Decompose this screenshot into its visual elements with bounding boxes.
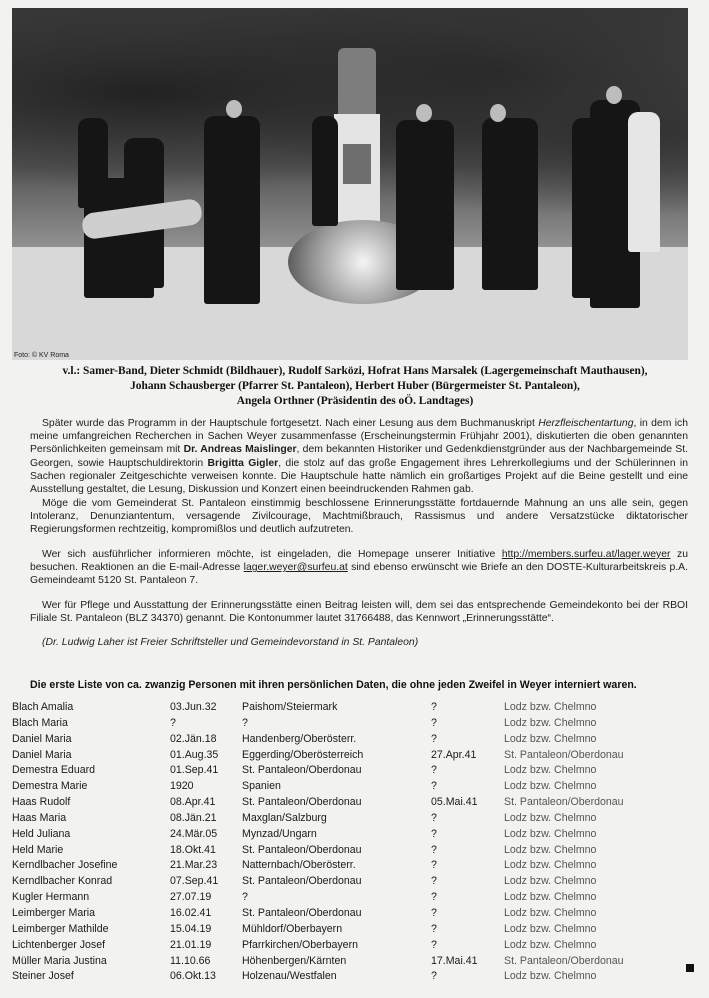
birth-place: ?: [242, 716, 248, 729]
birth-date: 06.Okt.13: [170, 970, 216, 983]
birth-date: 02.Jän.18: [170, 732, 217, 745]
death-date: ?: [431, 827, 437, 840]
violinist-figure: [204, 116, 260, 304]
birth-place: Holzenau/Westfalen: [242, 970, 337, 983]
birth-date: 1920: [170, 780, 194, 793]
person-name: Leimberger Mathilde: [12, 922, 109, 935]
paragraph-program: [30, 417, 688, 496]
death-place: Lodz bzw. Chelmno: [504, 859, 597, 872]
person-head: [416, 104, 432, 122]
person-name: Daniel Maria: [12, 748, 72, 761]
photo-credit: Foto: © KV Roma: [14, 352, 69, 359]
person-name: Steiner Josef: [12, 970, 74, 983]
death-place: Lodz bzw. Chelmno: [504, 716, 597, 729]
table-row: [12, 859, 692, 875]
birth-date: 08.Apr.41: [170, 796, 216, 809]
birth-date: 07.Sep.41: [170, 875, 219, 888]
person-name: Kerndlbacher Josefine: [12, 859, 118, 872]
paragraph-contact: [30, 548, 688, 588]
birth-date: 01.Aug.35: [170, 748, 219, 761]
death-date: ?: [431, 891, 437, 904]
death-date: ?: [431, 811, 437, 824]
person-name: Müller Maria Justina: [12, 954, 107, 967]
death-date: ?: [431, 922, 437, 935]
text: sind ebenso erwünscht wie Briefe an den DOSTE-Kulturarbeitskreis p.A. Gemeindeamt 5120 St. Pantaleon 7.: [30, 562, 688, 587]
death-place: Lodz bzw. Chelmno: [504, 922, 597, 935]
person-name: Haas Maria: [12, 811, 67, 824]
death-date: ?: [431, 970, 437, 983]
statue: [338, 48, 376, 116]
birth-date: 15.04.19: [170, 922, 212, 935]
caption-line: v.l.: Samer-Band, Dieter Schmidt (Bildhauer), Rudolf Sarközi, Hofrat Hans Marsalek (Lagergemeinschaft Mauthausen),: [62, 365, 648, 377]
table-row: [12, 955, 692, 971]
person-figure: [396, 120, 454, 290]
death-place: Lodz bzw. Chelmno: [504, 938, 597, 951]
birth-date: 24.Mär.05: [170, 827, 218, 840]
death-place: St. Pantaleon/Oberdonau: [504, 796, 624, 809]
text: , in dem ich meine umfangreichen Recherchen in Sachen Weyer zusammenfasse (Erscheinungstermin Frühjahr 2001), diskutierten die oben genannten Persönlichkeiten gemeinsam mit: [30, 418, 688, 456]
death-place: St. Pantaleon/Oberdonau: [504, 748, 624, 761]
homepage-link[interactable]: http://members.surfeu.at/lager.weyer: [501, 549, 671, 560]
person-name: Brigitta Gigler: [207, 457, 279, 469]
table-row: [12, 970, 692, 986]
table-row: [12, 749, 692, 765]
birth-place: Pfarrkirchen/Oberbayern: [242, 938, 358, 951]
death-date: 17.Mai.41: [431, 954, 478, 967]
person-name: Blach Amalia: [12, 701, 74, 713]
person-name: Dr. Andreas Maislinger: [183, 444, 297, 456]
person-head: [606, 86, 622, 104]
person-name: Demestra Eduard: [12, 764, 96, 777]
birth-place: ?: [242, 891, 248, 904]
death-place: Lodz bzw. Chelmno: [504, 970, 597, 983]
person-name: Kerndlbacher Konrad: [12, 875, 113, 888]
table-row: [12, 701, 692, 717]
text: Wer für Pflege und Ausstattung der Erinnerungsstätte einen Beitrag leisten will, dem sei das entsprechende Gemeindekonto bei der RBOI Filiale St. Pantaleon (BLZ 34370) genannt. Die Kontonummer lautet 31766488, das Kennwort „Erinnerungsstätte“.: [30, 600, 688, 625]
table-row: [12, 812, 692, 828]
text: , dem bekannten Historiker und Gedenkdienstgründer aus der Nachbargemeinde St. Georgen, sowie Hauptschuldirektorin: [30, 444, 688, 469]
death-place: Lodz bzw. Chelmno: [504, 701, 597, 713]
person-name: Leimberger Maria: [12, 906, 96, 919]
death-date: ?: [431, 875, 437, 888]
death-place: Lodz bzw. Chelmno: [504, 875, 597, 888]
person-name: Lichtenberger Josef: [12, 938, 106, 951]
birth-place: Höhenbergen/Kärnten: [242, 954, 347, 967]
death-place: Lodz bzw. Chelmno: [504, 827, 597, 840]
birth-place: Eggerding/Oberösterreich: [242, 748, 364, 761]
caption-line: Angela Orthner (Präsidentin des oÖ. Landtages): [236, 395, 474, 407]
birth-date: 27.07.19: [170, 891, 212, 904]
paragraph-author-note: [30, 636, 688, 649]
death-date: 05.Mai.41: [431, 796, 478, 809]
birth-date: 16.02.41: [170, 906, 212, 919]
birth-place: Maxglan/Salzburg: [242, 811, 327, 824]
birth-place: St. Pantaleon/Oberdonau: [242, 906, 362, 919]
death-place: Lodz bzw. Chelmno: [504, 732, 597, 745]
person-name: Daniel Maria: [12, 732, 72, 745]
person-figure: [628, 112, 660, 252]
table-row: [12, 844, 692, 860]
person-name: Held Juliana: [12, 827, 71, 840]
people-list: [12, 701, 692, 986]
paragraph-memorial: [30, 497, 688, 537]
death-place: Lodz bzw. Chelmno: [504, 780, 597, 793]
paragraph-donation: [30, 599, 688, 625]
table-row: [12, 780, 692, 796]
caption-line: Johann Schausberger (Pfarrer St. Pantaleon), Herbert Huber (Bürgermeister St. Pantaleon),: [130, 380, 580, 392]
table-row: [12, 764, 692, 780]
birth-date: 11.10.66: [170, 954, 211, 967]
text: Wer sich ausführlicher informieren möchte, ist eingeladen, die Homepage unserer Initiative: [42, 549, 502, 560]
birth-date: 21.01.19: [170, 938, 212, 951]
email-link[interactable]: lager.weyer@surfeu.at: [243, 562, 348, 574]
death-date: ?: [431, 732, 437, 745]
death-date: ?: [431, 716, 437, 729]
birth-place: St. Pantaleon/Oberdonau: [242, 875, 362, 888]
birth-date: 18.Okt.41: [170, 843, 216, 856]
birth-place: Natternbach/Oberösterr.: [242, 859, 356, 872]
birth-date: ?: [170, 716, 176, 729]
birth-date: 03.Jun.32: [170, 701, 217, 713]
death-place: Lodz bzw. Chelmno: [504, 906, 597, 919]
table-row: [12, 907, 692, 923]
photo-caption: [20, 364, 690, 409]
birth-place: Paishom/Steiermark: [242, 701, 338, 713]
death-date: ?: [431, 859, 437, 872]
memorial-photo: [12, 8, 688, 360]
table-row: [12, 923, 692, 939]
birth-place: Handenberg/Oberösterr.: [242, 732, 357, 745]
end-mark: [686, 964, 694, 972]
table-row: [12, 939, 692, 955]
table-row: [12, 828, 692, 844]
text: Später wurde das Programm in der Hauptschule fortgesetzt. Nach einer Lesung aus dem Buchmanuskript: [42, 418, 539, 429]
text: , die stolz auf das große Engagement ihres Lehrerkollegiums und der Schülerinnen in Sachen regionaler Zeitgeschichte verweisen konnte. Die Hauptschule hatte nämlich ein großartiges Projekt auf die Beine gestellt und eine Ausstellung gestaltet, die Lesung, Diskussion und Konzert einen beeindruckenden Rahmen gab.: [30, 457, 689, 496]
birth-place: St. Pantaleon/Oberdonau: [242, 843, 362, 856]
birth-date: 08.Jän.21: [170, 811, 217, 824]
birth-place: St. Pantaleon/Oberdonau: [242, 764, 362, 777]
table-row: [12, 875, 692, 891]
table-row: [12, 796, 692, 812]
book-title: Herzfleischentartung: [538, 418, 634, 429]
person-name: Held Marie: [12, 843, 64, 856]
table-row: [12, 717, 692, 733]
person-head: [226, 100, 242, 118]
death-place: Lodz bzw. Chelmno: [504, 843, 597, 856]
person-name: Blach Maria: [12, 716, 68, 729]
death-date: ?: [431, 780, 437, 793]
death-place: St. Pantaleon/Oberdonau: [504, 954, 624, 967]
death-date: ?: [431, 843, 437, 856]
death-date: ?: [431, 764, 437, 777]
person-figure: [312, 116, 338, 226]
birth-date: 01.Sep.41: [170, 764, 219, 777]
death-place: Lodz bzw. Chelmno: [504, 811, 597, 824]
table-row: [12, 733, 692, 749]
table-row: [12, 891, 692, 907]
birth-place: St. Pantaleon/Oberdonau: [242, 796, 362, 809]
death-date: ?: [431, 701, 437, 713]
birth-place: Mühldorf/Oberbayern: [242, 922, 343, 935]
text: (Dr. Ludwig Laher ist Freier Schriftsteller und Gemeindevorstand in St. Pantaleon): [42, 637, 419, 648]
person-name: Kugler Hermann: [12, 891, 90, 904]
memorial-plaque: [343, 144, 371, 184]
text: Möge die vom Gemeinderat St. Pantaleon einstimmig beschlossene Erinnerungsstätte fortdauernde Mahnung an uns alle sein, gegen Intoleranz, Denunziantentum, versagende Zivilcourage, Machtmißbrauch, Rassismus und andere Versatzstücke diktatorischer Regierungsformen rechtzeitig, kompromißlos und deutlich aufzutreten.: [30, 498, 688, 536]
person-figure: [482, 118, 538, 290]
birth-place: Spanien: [242, 780, 281, 793]
text: zu besuchen. Reaktionen an die E-mail-Adresse: [30, 549, 688, 574]
death-place: Lodz bzw. Chelmno: [504, 764, 597, 777]
person-name: Haas Rudolf: [12, 796, 71, 809]
person-name: Demestra Marie: [12, 780, 88, 793]
death-date: 27.Apr.41: [431, 748, 477, 761]
birth-place: Mynzad/Ungarn: [242, 827, 317, 840]
death-place: Lodz bzw. Chelmno: [504, 891, 597, 904]
death-date: ?: [431, 906, 437, 919]
person-head: [490, 104, 506, 122]
birth-date: 21.Mar.23: [170, 859, 218, 872]
list-heading: Die erste Liste von ca. zwanzig Personen mit ihren persönlichen Daten, die ohne jeden Zweifel in Weyer interniert waren.: [30, 679, 637, 691]
death-date: ?: [431, 938, 437, 951]
